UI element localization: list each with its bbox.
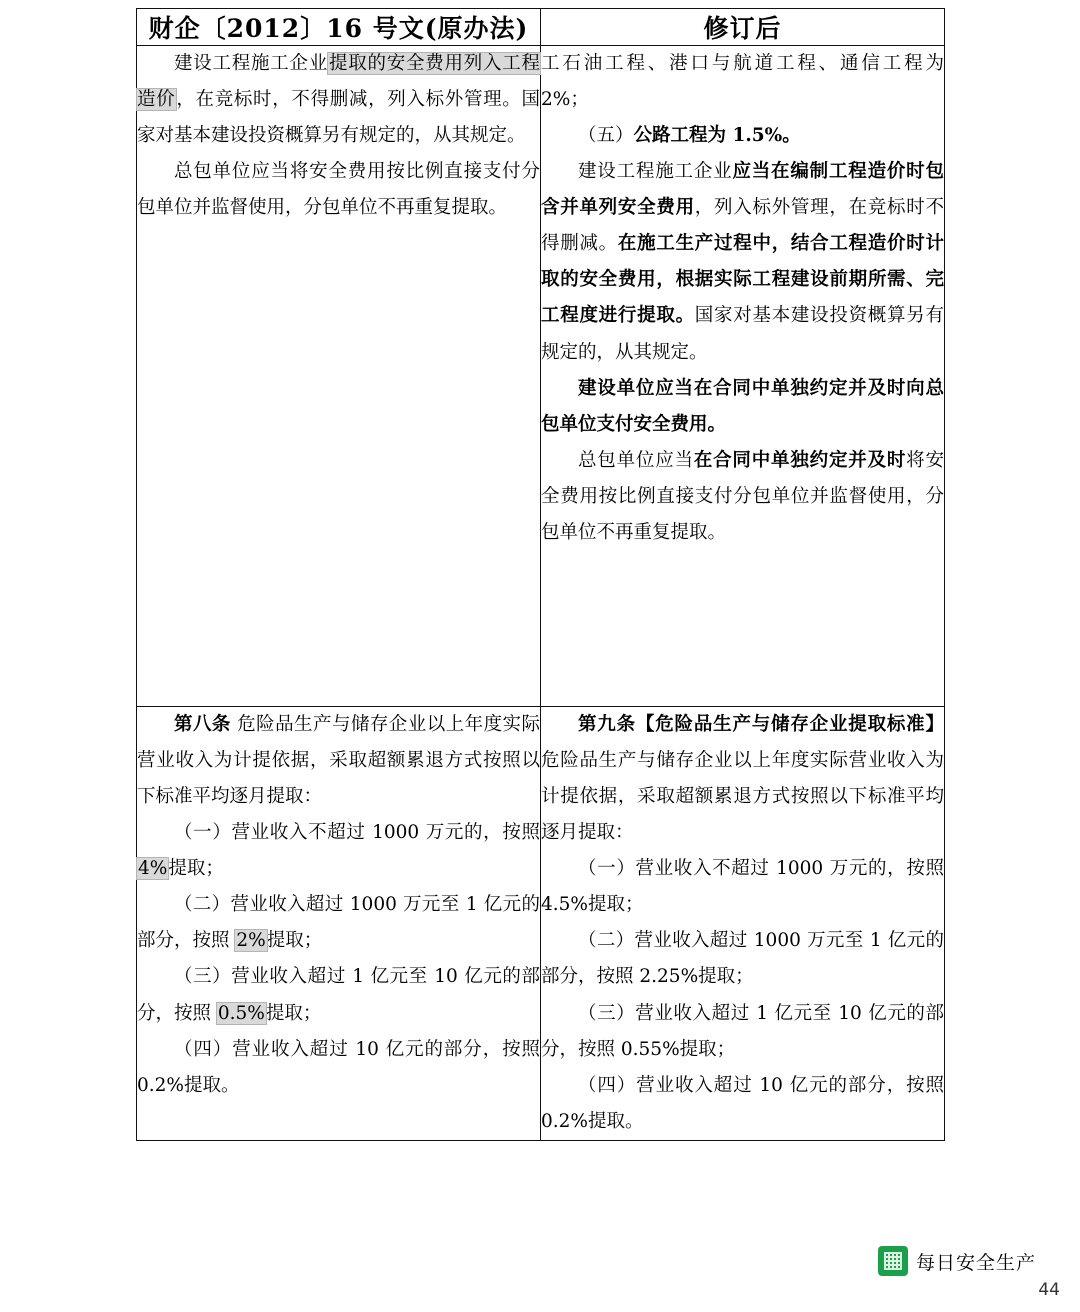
paragraph: [541, 851, 944, 923]
text-run: 建设工程施工企业: [174, 53, 328, 74]
paragraph: [137, 46, 540, 154]
text-run: 国家对基本建设投资概算另有规定的，从其规定。: [541, 305, 944, 363]
page-number: 44: [1038, 1280, 1060, 1300]
table-header-original: 财企〔2012〕16 号文(原办法): [137, 9, 541, 46]
highlighted-text: 4%: [138, 858, 168, 880]
cell-original-1: [137, 46, 541, 707]
text-run: （二）营业收入超过 1000 万元至 1 亿元的部分，按照 2.25%提取；: [541, 930, 944, 988]
text-run: （一）营业收入不超过 1000 万元的，按照 4.5%提取；: [541, 858, 944, 916]
text-run: ，在竞标时，不得删减，列入标外管理。国家对基本建设投资概算另有规定的，从其规定。: [137, 89, 540, 147]
table-row: [137, 707, 945, 1141]
emphasis-text: 公路工程为 1.5%。: [633, 125, 801, 147]
table-row: [137, 46, 945, 707]
emphasis-text: 建设单位应当: [578, 377, 694, 399]
paragraph: [137, 154, 540, 226]
table-body: [137, 46, 945, 1141]
text-run: （四）营业收入超过 10 亿元的部分，按照 0.2%提取。: [137, 1038, 540, 1096]
table-header-revised: 修订后: [541, 9, 945, 46]
emphasis-text: 第八条: [174, 714, 231, 735]
text-run: （三）营业收入超过 1 亿元至 10 亿元的部分，按照 0.55%提取；: [541, 1002, 944, 1060]
paragraph: [137, 1032, 540, 1104]
paragraph: [541, 371, 944, 443]
paragraph: [541, 46, 944, 118]
paragraph: [541, 923, 944, 995]
text-run: 提取；: [266, 930, 323, 952]
paragraph: [541, 1068, 944, 1140]
text-run: 将安全费用按比例直接支付分包单位并监督使用，分包单位不再重复提取。: [541, 449, 944, 543]
paragraph: [541, 707, 944, 851]
paragraph: [541, 118, 944, 154]
wechat-qr-icon: [878, 1246, 908, 1276]
paragraph: [137, 815, 540, 887]
comparison-table: [136, 8, 945, 1141]
text-run: ，列入标外管理，在竞标时不得删减。: [541, 197, 944, 255]
paragraph: [541, 443, 944, 551]
text-run: 危险品生产与储存企业以上年度实际营业收入为计提依据，采取超额累退方式按照以下标准平均逐月提取：: [137, 714, 540, 808]
emphasis-text: 在施工生产过程中，结合工程造价时计取的安全费用，根据实际工程建设前期所需、完工程度进行提取。: [541, 233, 944, 327]
text-run: （三）营业收入超过 1 亿元至 10 亿元的部分，按照: [137, 966, 540, 1024]
footer-brand-label: 每日安全生产: [915, 1251, 1036, 1274]
text-run: 危险品生产与储存企业以上年度实际营业收入为计提依据，采取超额累退方式按照以下标准平均逐月提取：: [541, 750, 944, 844]
emphasis-text: 在合同中单独约定并及时: [693, 449, 907, 471]
paragraph: [137, 707, 540, 815]
footer-brand: [878, 1246, 1036, 1276]
paragraph: [137, 959, 540, 1031]
emphasis-text: 应当在编制工程造价时包含并单列安全费用: [541, 161, 944, 219]
highlighted-text: 0.5%: [217, 1002, 265, 1024]
table-header-row: [137, 9, 945, 46]
paragraph: [541, 154, 944, 370]
cell-revised-1: [541, 46, 945, 707]
highlighted-text: 2%: [236, 930, 266, 952]
emphasis-text: 在合同中单独约定并及时向总包单位支付安全费用。: [541, 377, 944, 435]
text-run: 提取；: [265, 1002, 322, 1024]
highlighted-text: 提取的安全费用列入工程造价: [137, 53, 540, 111]
text-run: 建设工程施工企业: [578, 161, 733, 183]
text-run: 总包单位应当: [578, 449, 694, 471]
cell-revised-2: [541, 707, 945, 1141]
text-run: 总包单位应当将安全费用按比例直接支付分包单位并监督使用，分包单位不再重复提取。: [137, 161, 540, 219]
paragraph: [541, 996, 944, 1068]
text-run: 提取；: [168, 858, 224, 880]
text-run: （二）营业收入超过 1000 万元至 1 亿元的部分，按照: [137, 894, 540, 952]
paragraph: [137, 887, 540, 959]
cell-original-2: [137, 707, 541, 1141]
text-run: （四）营业收入超过 10 亿元的部分，按照 0.2%提取。: [541, 1074, 944, 1132]
emphasis-text: 第九条【危险品生产与储存企业提取标准】: [578, 714, 944, 735]
text-run: （一）营业收入不超过 1000 万元的，按照: [174, 822, 540, 844]
text-run: （五）: [578, 125, 634, 147]
text-run: 工石油工程、港口与航道工程、通信工程为 2%；: [541, 53, 944, 111]
